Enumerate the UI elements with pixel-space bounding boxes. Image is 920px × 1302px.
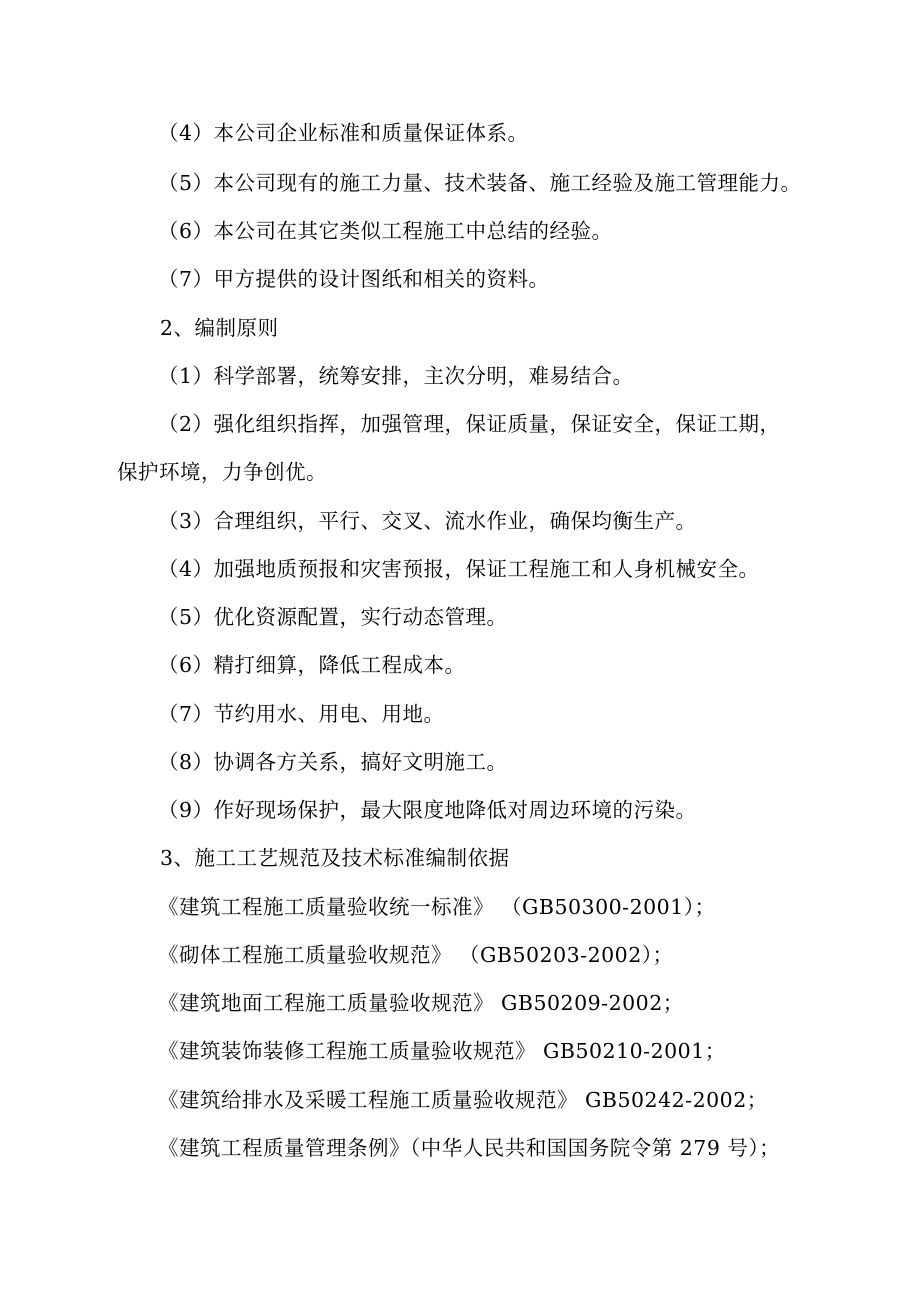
standard-item-1: 《建筑工程施工质量验收统一标准》 （GB50300-2001）； — [158, 895, 716, 919]
section-heading-principles: 2、编制原则 — [160, 316, 279, 340]
principle-item-2: （2）强化组织指挥，加强管理，保证质量，保证安全，保证工期， — [158, 412, 781, 436]
principle-item-6: （6）精打细算，降低工程成本。 — [158, 653, 466, 677]
principle-item-2-continued: 保护环境，力争创优。 — [117, 460, 327, 484]
basis-item-7: （7）甲方提供的设计图纸和相关的资料。 — [158, 267, 550, 291]
standard-item-3: 《建筑地面工程施工质量验收规范》 GB50209-2002； — [158, 991, 684, 1015]
basis-item-5: （5）本公司现有的施工力量、技术装备、施工经验及施工管理能力。 — [158, 171, 802, 195]
standard-item-2: 《砌体工程施工质量验收规范》 （GB50203-2002）； — [158, 943, 674, 967]
standard-item-5: 《建筑给排水及采暖工程施工质量验收规范》 GB50242-2002； — [158, 1088, 768, 1112]
principle-item-9: （9）作好现场保护，最大限度地降低对周边环境的污染。 — [158, 798, 697, 822]
principle-item-1: （1）科学部署，统筹安排，主次分明，难易结合。 — [158, 364, 634, 388]
principle-item-3: （3）合理组织，平行、交叉、流水作业，确保均衡生产。 — [158, 509, 697, 533]
basis-item-4: （4）本公司企业标准和质量保证体系。 — [158, 121, 529, 145]
principle-item-5: （5）优化资源配置，实行动态管理。 — [158, 605, 508, 629]
standard-item-4: 《建筑装饰装修工程施工质量验收规范》 GB50210-2001； — [158, 1039, 726, 1063]
standard-item-6: 《建筑工程质量管理条例》（中华人民共和国国务院令第 279 号）； — [158, 1136, 781, 1160]
basis-item-6: （6）本公司在其它类似工程施工中总结的经验。 — [158, 219, 613, 243]
principle-item-7: （7）节约用水、用电、用地。 — [158, 702, 445, 726]
section-heading-standards: 3、施工工艺规范及技术标准编制依据 — [160, 846, 510, 870]
principle-item-8: （8）协调各方关系，搞好文明施工。 — [158, 750, 508, 774]
principle-item-4: （4）加强地质预报和灾害预报，保证工程施工和人身机械安全。 — [158, 557, 760, 581]
